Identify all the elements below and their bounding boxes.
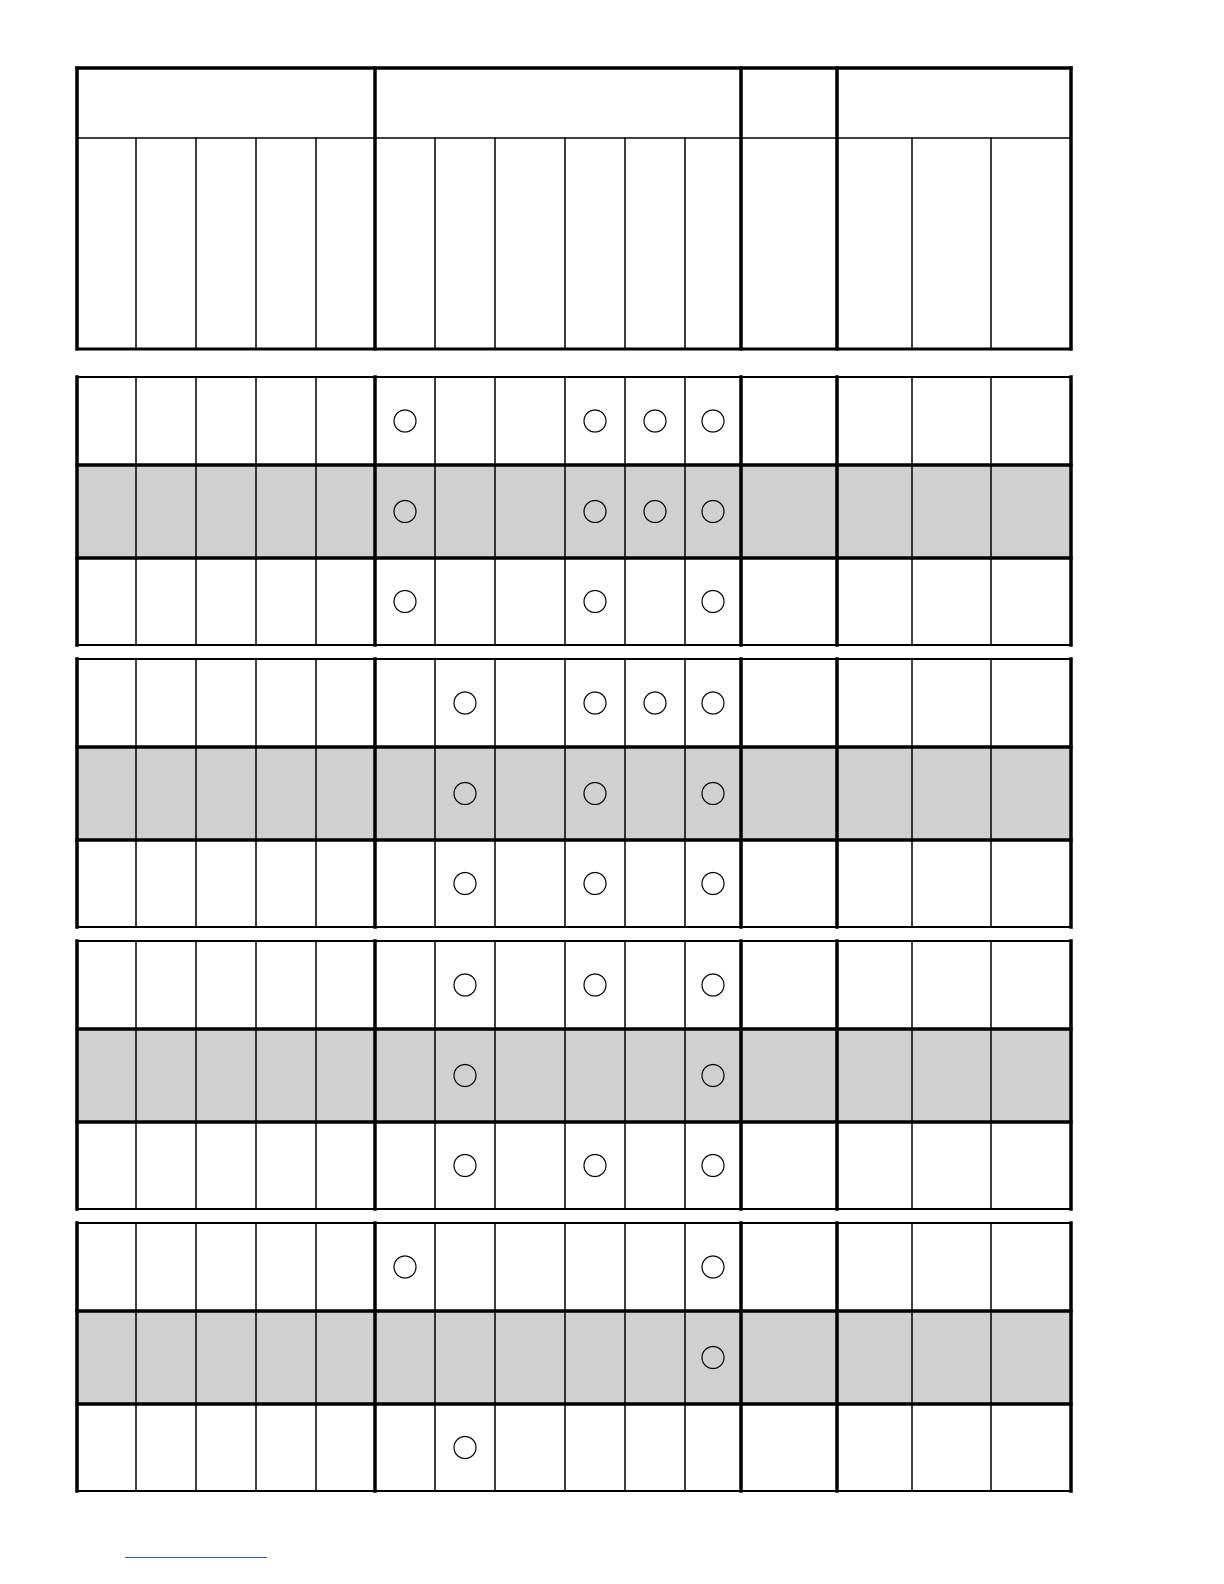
circle-marker [702,873,724,895]
footer-link-underline [125,1557,267,1558]
circle-marker [454,1155,476,1177]
circle-marker [454,692,476,714]
circle-marker [394,1256,416,1278]
circle-marker [702,692,724,714]
circle-marker [394,591,416,613]
circle-marker [702,591,724,613]
circle-marker [702,1155,724,1177]
circle-marker [644,692,666,714]
circle-marker [702,974,724,996]
circle-marker [644,410,666,432]
shaded-row-fill [77,1311,1071,1404]
circle-marker [702,1256,724,1278]
circle-marker [584,873,606,895]
circle-marker [454,974,476,996]
circle-marker [702,410,724,432]
shaded-row-fill [77,747,1071,840]
shaded-row-fill [77,1029,1071,1122]
circle-marker [394,410,416,432]
circle-marker [454,1437,476,1459]
shaded-row-fill [77,465,1071,558]
circle-marker [584,410,606,432]
circle-marker [584,692,606,714]
circle-marker [454,873,476,895]
circle-marker [584,974,606,996]
circle-marker [584,591,606,613]
circle-marker [584,1155,606,1177]
